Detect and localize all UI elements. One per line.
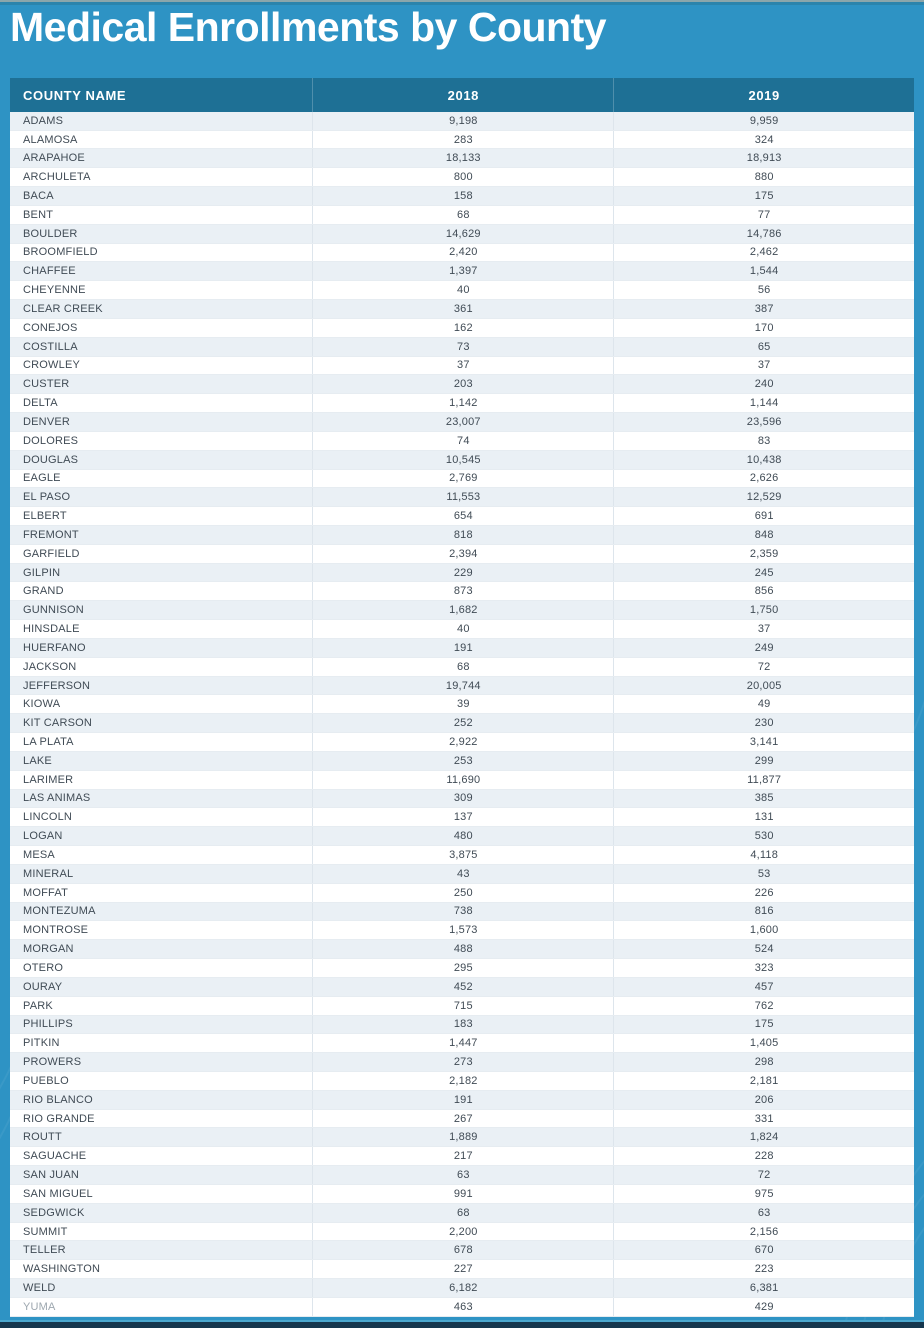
table-row xyxy=(10,168,914,187)
value-2019-cell: 11,877 xyxy=(614,770,914,789)
county-name-cell: RIO GRANDE xyxy=(10,1109,313,1128)
value-2018-cell: 267 xyxy=(313,1109,614,1128)
value-2018-cell: 227 xyxy=(313,1260,614,1279)
value-2019-cell: 1,544 xyxy=(614,262,914,281)
value-2018-cell: 217 xyxy=(313,1147,614,1166)
table-row xyxy=(10,563,914,582)
table-row xyxy=(10,1260,914,1279)
county-name-cell: BROOMFIELD xyxy=(10,243,313,262)
value-2018-cell: 800 xyxy=(313,168,614,187)
value-2019-cell: 3,141 xyxy=(614,733,914,752)
value-2018-cell: 19,744 xyxy=(313,676,614,695)
county-name-cell: EAGLE xyxy=(10,469,313,488)
table-row xyxy=(10,977,914,996)
value-2018-cell: 818 xyxy=(313,525,614,544)
table-row xyxy=(10,356,914,375)
value-2018-cell: 203 xyxy=(313,375,614,394)
value-2019-cell: 1,824 xyxy=(614,1128,914,1147)
table-row xyxy=(10,281,914,300)
value-2019-cell: 10,438 xyxy=(614,450,914,469)
value-2018-cell: 283 xyxy=(313,130,614,149)
table-row xyxy=(10,1109,914,1128)
value-2018-cell: 480 xyxy=(313,827,614,846)
value-2019-cell: 53 xyxy=(614,864,914,883)
table-row xyxy=(10,1241,914,1260)
value-2019-cell: 848 xyxy=(614,525,914,544)
county-name-cell: BACA xyxy=(10,187,313,206)
table-row xyxy=(10,394,914,413)
value-2019-cell: 245 xyxy=(614,563,914,582)
table-row xyxy=(10,601,914,620)
table-row xyxy=(10,375,914,394)
value-2018-cell: 361 xyxy=(313,300,614,319)
value-2019-cell: 856 xyxy=(614,582,914,601)
value-2019-cell: 2,156 xyxy=(614,1222,914,1241)
value-2018-cell: 37 xyxy=(313,356,614,375)
value-2018-cell: 1,682 xyxy=(313,601,614,620)
county-name-cell: LOGAN xyxy=(10,827,313,846)
county-name-cell: CHAFFEE xyxy=(10,262,313,281)
table-row xyxy=(10,996,914,1015)
value-2019-cell: 83 xyxy=(614,431,914,450)
value-2019-cell: 175 xyxy=(614,1015,914,1034)
table-row xyxy=(10,846,914,865)
value-2018-cell: 488 xyxy=(313,940,614,959)
county-name-cell: HINSDALE xyxy=(10,620,313,639)
value-2018-cell: 68 xyxy=(313,657,614,676)
value-2018-cell: 2,394 xyxy=(313,544,614,563)
county-name-cell: MORGAN xyxy=(10,940,313,959)
county-name-cell: GARFIELD xyxy=(10,544,313,563)
value-2018-cell: 253 xyxy=(313,751,614,770)
value-2019-cell: 1,144 xyxy=(614,394,914,413)
value-2018-cell: 68 xyxy=(313,205,614,224)
value-2018-cell: 40 xyxy=(313,620,614,639)
county-name-cell: HUERFANO xyxy=(10,638,313,657)
county-name-cell: BOULDER xyxy=(10,224,313,243)
county-name-cell: PARK xyxy=(10,996,313,1015)
value-2019-cell: 331 xyxy=(614,1109,914,1128)
enrollment-table xyxy=(10,78,914,1317)
value-2018-cell: 6,182 xyxy=(313,1279,614,1298)
table-row xyxy=(10,1034,914,1053)
county-name-cell: CONEJOS xyxy=(10,318,313,337)
value-2019-cell: 816 xyxy=(614,902,914,921)
county-name-cell: ELBERT xyxy=(10,507,313,526)
county-name-cell: DELTA xyxy=(10,394,313,413)
table-row xyxy=(10,695,914,714)
bottom-bar xyxy=(0,1322,924,1328)
county-name-cell: GRAND xyxy=(10,582,313,601)
county-name-cell: TELLER xyxy=(10,1241,313,1260)
table-row xyxy=(10,1072,914,1091)
county-name-cell: LAKE xyxy=(10,751,313,770)
county-name-cell: PITKIN xyxy=(10,1034,313,1053)
value-2018-cell: 273 xyxy=(313,1053,614,1072)
value-2018-cell: 14,629 xyxy=(313,224,614,243)
table-header xyxy=(10,78,914,112)
value-2018-cell: 1,397 xyxy=(313,262,614,281)
value-2018-cell: 991 xyxy=(313,1184,614,1203)
table-row xyxy=(10,544,914,563)
value-2018-cell: 9,198 xyxy=(313,112,614,130)
county-name-cell: RIO BLANCO xyxy=(10,1090,313,1109)
page-title: Medical Enrollments by County xyxy=(10,4,607,50)
value-2018-cell: 295 xyxy=(313,959,614,978)
table-row xyxy=(10,413,914,432)
value-2019-cell: 4,118 xyxy=(614,846,914,865)
county-name-cell: BENT xyxy=(10,205,313,224)
value-2019-cell: 323 xyxy=(614,959,914,978)
value-2018-cell: 229 xyxy=(313,563,614,582)
value-2018-cell: 463 xyxy=(313,1297,614,1316)
value-2018-cell: 183 xyxy=(313,1015,614,1034)
value-2019-cell: 298 xyxy=(614,1053,914,1072)
value-2018-cell: 252 xyxy=(313,714,614,733)
table-row xyxy=(10,657,914,676)
county-name-cell: SAGUACHE xyxy=(10,1147,313,1166)
value-2019-cell: 63 xyxy=(614,1203,914,1222)
value-2019-cell: 387 xyxy=(614,300,914,319)
county-name-cell: KIT CARSON xyxy=(10,714,313,733)
table-row xyxy=(10,1166,914,1185)
table-row xyxy=(10,1222,914,1241)
value-2019-cell: 49 xyxy=(614,695,914,714)
county-name-cell: LARIMER xyxy=(10,770,313,789)
value-2019-cell: 249 xyxy=(614,638,914,657)
table-row xyxy=(10,243,914,262)
table-row xyxy=(10,130,914,149)
value-2018-cell: 43 xyxy=(313,864,614,883)
value-2018-cell: 2,769 xyxy=(313,469,614,488)
county-name-cell: PUEBLO xyxy=(10,1072,313,1091)
value-2018-cell: 40 xyxy=(313,281,614,300)
column-header-2019: 2019 xyxy=(614,78,914,112)
table-body xyxy=(10,112,914,1317)
value-2019-cell: 240 xyxy=(614,375,914,394)
value-2019-cell: 457 xyxy=(614,977,914,996)
table-row xyxy=(10,1090,914,1109)
value-2018-cell: 678 xyxy=(313,1241,614,1260)
county-name-cell: DENVER xyxy=(10,413,313,432)
county-name-cell: ADAMS xyxy=(10,112,313,130)
table-row xyxy=(10,883,914,902)
county-name-cell: EL PASO xyxy=(10,488,313,507)
county-name-cell: CUSTER xyxy=(10,375,313,394)
table-row xyxy=(10,488,914,507)
county-name-cell: FREMONT xyxy=(10,525,313,544)
value-2018-cell: 2,182 xyxy=(313,1072,614,1091)
county-name-cell: MOFFAT xyxy=(10,883,313,902)
value-2018-cell: 18,133 xyxy=(313,149,614,168)
value-2018-cell: 2,420 xyxy=(313,243,614,262)
county-name-cell: SAN MIGUEL xyxy=(10,1184,313,1203)
table-row xyxy=(10,751,914,770)
table-row xyxy=(10,789,914,808)
county-name-cell: MONTEZUMA xyxy=(10,902,313,921)
county-name-cell: MINERAL xyxy=(10,864,313,883)
value-2019-cell: 1,405 xyxy=(614,1034,914,1053)
value-2019-cell: 2,181 xyxy=(614,1072,914,1091)
value-2019-cell: 131 xyxy=(614,808,914,827)
table-row xyxy=(10,431,914,450)
table-row xyxy=(10,733,914,752)
value-2019-cell: 226 xyxy=(614,883,914,902)
value-2019-cell: 975 xyxy=(614,1184,914,1203)
value-2019-cell: 56 xyxy=(614,281,914,300)
value-2019-cell: 175 xyxy=(614,187,914,206)
county-name-cell: GUNNISON xyxy=(10,601,313,620)
value-2019-cell: 65 xyxy=(614,337,914,356)
table-row xyxy=(10,902,914,921)
value-2019-cell: 14,786 xyxy=(614,224,914,243)
county-name-cell: YUMA xyxy=(10,1297,313,1316)
table-row xyxy=(10,864,914,883)
county-name-cell: COSTILLA xyxy=(10,337,313,356)
value-2019-cell: 20,005 xyxy=(614,676,914,695)
value-2018-cell: 452 xyxy=(313,977,614,996)
value-2019-cell: 37 xyxy=(614,356,914,375)
value-2019-cell: 6,381 xyxy=(614,1279,914,1298)
value-2018-cell: 74 xyxy=(313,431,614,450)
value-2018-cell: 3,875 xyxy=(313,846,614,865)
table-row xyxy=(10,149,914,168)
county-name-cell: LAS ANIMAS xyxy=(10,789,313,808)
table-row xyxy=(10,620,914,639)
table-row xyxy=(10,1015,914,1034)
table-row xyxy=(10,638,914,657)
value-2018-cell: 11,690 xyxy=(313,770,614,789)
value-2019-cell: 2,359 xyxy=(614,544,914,563)
value-2019-cell: 429 xyxy=(614,1297,914,1316)
county-name-cell: ARCHULETA xyxy=(10,168,313,187)
value-2019-cell: 37 xyxy=(614,620,914,639)
table-row xyxy=(10,959,914,978)
table-row xyxy=(10,187,914,206)
table-row xyxy=(10,112,914,130)
value-2019-cell: 385 xyxy=(614,789,914,808)
value-2019-cell: 299 xyxy=(614,751,914,770)
value-2018-cell: 158 xyxy=(313,187,614,206)
value-2019-cell: 691 xyxy=(614,507,914,526)
county-name-cell: ARAPAHOE xyxy=(10,149,313,168)
value-2019-cell: 670 xyxy=(614,1241,914,1260)
value-2019-cell: 2,462 xyxy=(614,243,914,262)
county-name-cell: LINCOLN xyxy=(10,808,313,827)
county-name-cell: OTERO xyxy=(10,959,313,978)
table-row xyxy=(10,469,914,488)
table-header-row xyxy=(10,78,914,112)
value-2018-cell: 1,447 xyxy=(313,1034,614,1053)
value-2018-cell: 63 xyxy=(313,1166,614,1185)
county-name-cell: CLEAR CREEK xyxy=(10,300,313,319)
value-2019-cell: 223 xyxy=(614,1260,914,1279)
table-row xyxy=(10,1128,914,1147)
county-name-cell: LA PLATA xyxy=(10,733,313,752)
value-2018-cell: 2,922 xyxy=(313,733,614,752)
value-2019-cell: 324 xyxy=(614,130,914,149)
table-row xyxy=(10,507,914,526)
value-2019-cell: 880 xyxy=(614,168,914,187)
table-row xyxy=(10,318,914,337)
value-2018-cell: 191 xyxy=(313,638,614,657)
county-name-cell: CROWLEY xyxy=(10,356,313,375)
county-name-cell: SUMMIT xyxy=(10,1222,313,1241)
value-2019-cell: 23,596 xyxy=(614,413,914,432)
county-name-cell: ROUTT xyxy=(10,1128,313,1147)
county-name-cell: GILPIN xyxy=(10,563,313,582)
value-2018-cell: 191 xyxy=(313,1090,614,1109)
county-name-cell: SAN JUAN xyxy=(10,1166,313,1185)
value-2018-cell: 39 xyxy=(313,695,614,714)
value-2019-cell: 228 xyxy=(614,1147,914,1166)
enrollment-table-container xyxy=(10,78,914,1317)
value-2018-cell: 137 xyxy=(313,808,614,827)
county-name-cell: DOLORES xyxy=(10,431,313,450)
table-row xyxy=(10,770,914,789)
value-2019-cell: 9,959 xyxy=(614,112,914,130)
county-name-cell: JEFFERSON xyxy=(10,676,313,695)
value-2019-cell: 530 xyxy=(614,827,914,846)
value-2018-cell: 73 xyxy=(313,337,614,356)
value-2018-cell: 1,889 xyxy=(313,1128,614,1147)
value-2018-cell: 873 xyxy=(313,582,614,601)
value-2019-cell: 230 xyxy=(614,714,914,733)
table-row xyxy=(10,827,914,846)
table-row xyxy=(10,525,914,544)
table-row xyxy=(10,337,914,356)
table-row xyxy=(10,224,914,243)
column-header-county-name: COUNTY NAME xyxy=(10,78,313,112)
value-2019-cell: 1,750 xyxy=(614,601,914,620)
value-2019-cell: 18,913 xyxy=(614,149,914,168)
column-header-2018: 2018 xyxy=(313,78,614,112)
value-2019-cell: 206 xyxy=(614,1090,914,1109)
table-row xyxy=(10,1147,914,1166)
value-2019-cell: 1,600 xyxy=(614,921,914,940)
value-2018-cell: 309 xyxy=(313,789,614,808)
value-2019-cell: 2,626 xyxy=(614,469,914,488)
table-row xyxy=(10,940,914,959)
value-2018-cell: 23,007 xyxy=(313,413,614,432)
table-row xyxy=(10,921,914,940)
table-row xyxy=(10,262,914,281)
county-name-cell: OURAY xyxy=(10,977,313,996)
value-2018-cell: 250 xyxy=(313,883,614,902)
table-row xyxy=(10,676,914,695)
value-2019-cell: 762 xyxy=(614,996,914,1015)
county-name-cell: MESA xyxy=(10,846,313,865)
table-row xyxy=(10,714,914,733)
value-2018-cell: 2,200 xyxy=(313,1222,614,1241)
value-2018-cell: 1,573 xyxy=(313,921,614,940)
value-2018-cell: 162 xyxy=(313,318,614,337)
value-2018-cell: 715 xyxy=(313,996,614,1015)
value-2019-cell: 12,529 xyxy=(614,488,914,507)
table-row xyxy=(10,205,914,224)
value-2018-cell: 738 xyxy=(313,902,614,921)
value-2018-cell: 10,545 xyxy=(313,450,614,469)
table-row xyxy=(10,1053,914,1072)
table-row xyxy=(10,1184,914,1203)
county-name-cell: PROWERS xyxy=(10,1053,313,1072)
table-row xyxy=(10,1279,914,1298)
table-row xyxy=(10,582,914,601)
county-name-cell: KIOWA xyxy=(10,695,313,714)
value-2019-cell: 77 xyxy=(614,205,914,224)
county-name-cell: CHEYENNE xyxy=(10,281,313,300)
county-name-cell: SEDGWICK xyxy=(10,1203,313,1222)
county-name-cell: PHILLIPS xyxy=(10,1015,313,1034)
value-2019-cell: 72 xyxy=(614,1166,914,1185)
value-2019-cell: 72 xyxy=(614,657,914,676)
table-row xyxy=(10,1203,914,1222)
county-name-cell: MONTROSE xyxy=(10,921,313,940)
table-row xyxy=(10,300,914,319)
table-row xyxy=(10,808,914,827)
value-2018-cell: 11,553 xyxy=(313,488,614,507)
county-name-cell: WELD xyxy=(10,1279,313,1298)
table-row xyxy=(10,1297,914,1316)
county-name-cell: ALAMOSA xyxy=(10,130,313,149)
value-2018-cell: 654 xyxy=(313,507,614,526)
table-row xyxy=(10,450,914,469)
value-2019-cell: 524 xyxy=(614,940,914,959)
value-2018-cell: 68 xyxy=(313,1203,614,1222)
value-2018-cell: 1,142 xyxy=(313,394,614,413)
county-name-cell: WASHINGTON xyxy=(10,1260,313,1279)
value-2019-cell: 170 xyxy=(614,318,914,337)
county-name-cell: DOUGLAS xyxy=(10,450,313,469)
county-name-cell: JACKSON xyxy=(10,657,313,676)
